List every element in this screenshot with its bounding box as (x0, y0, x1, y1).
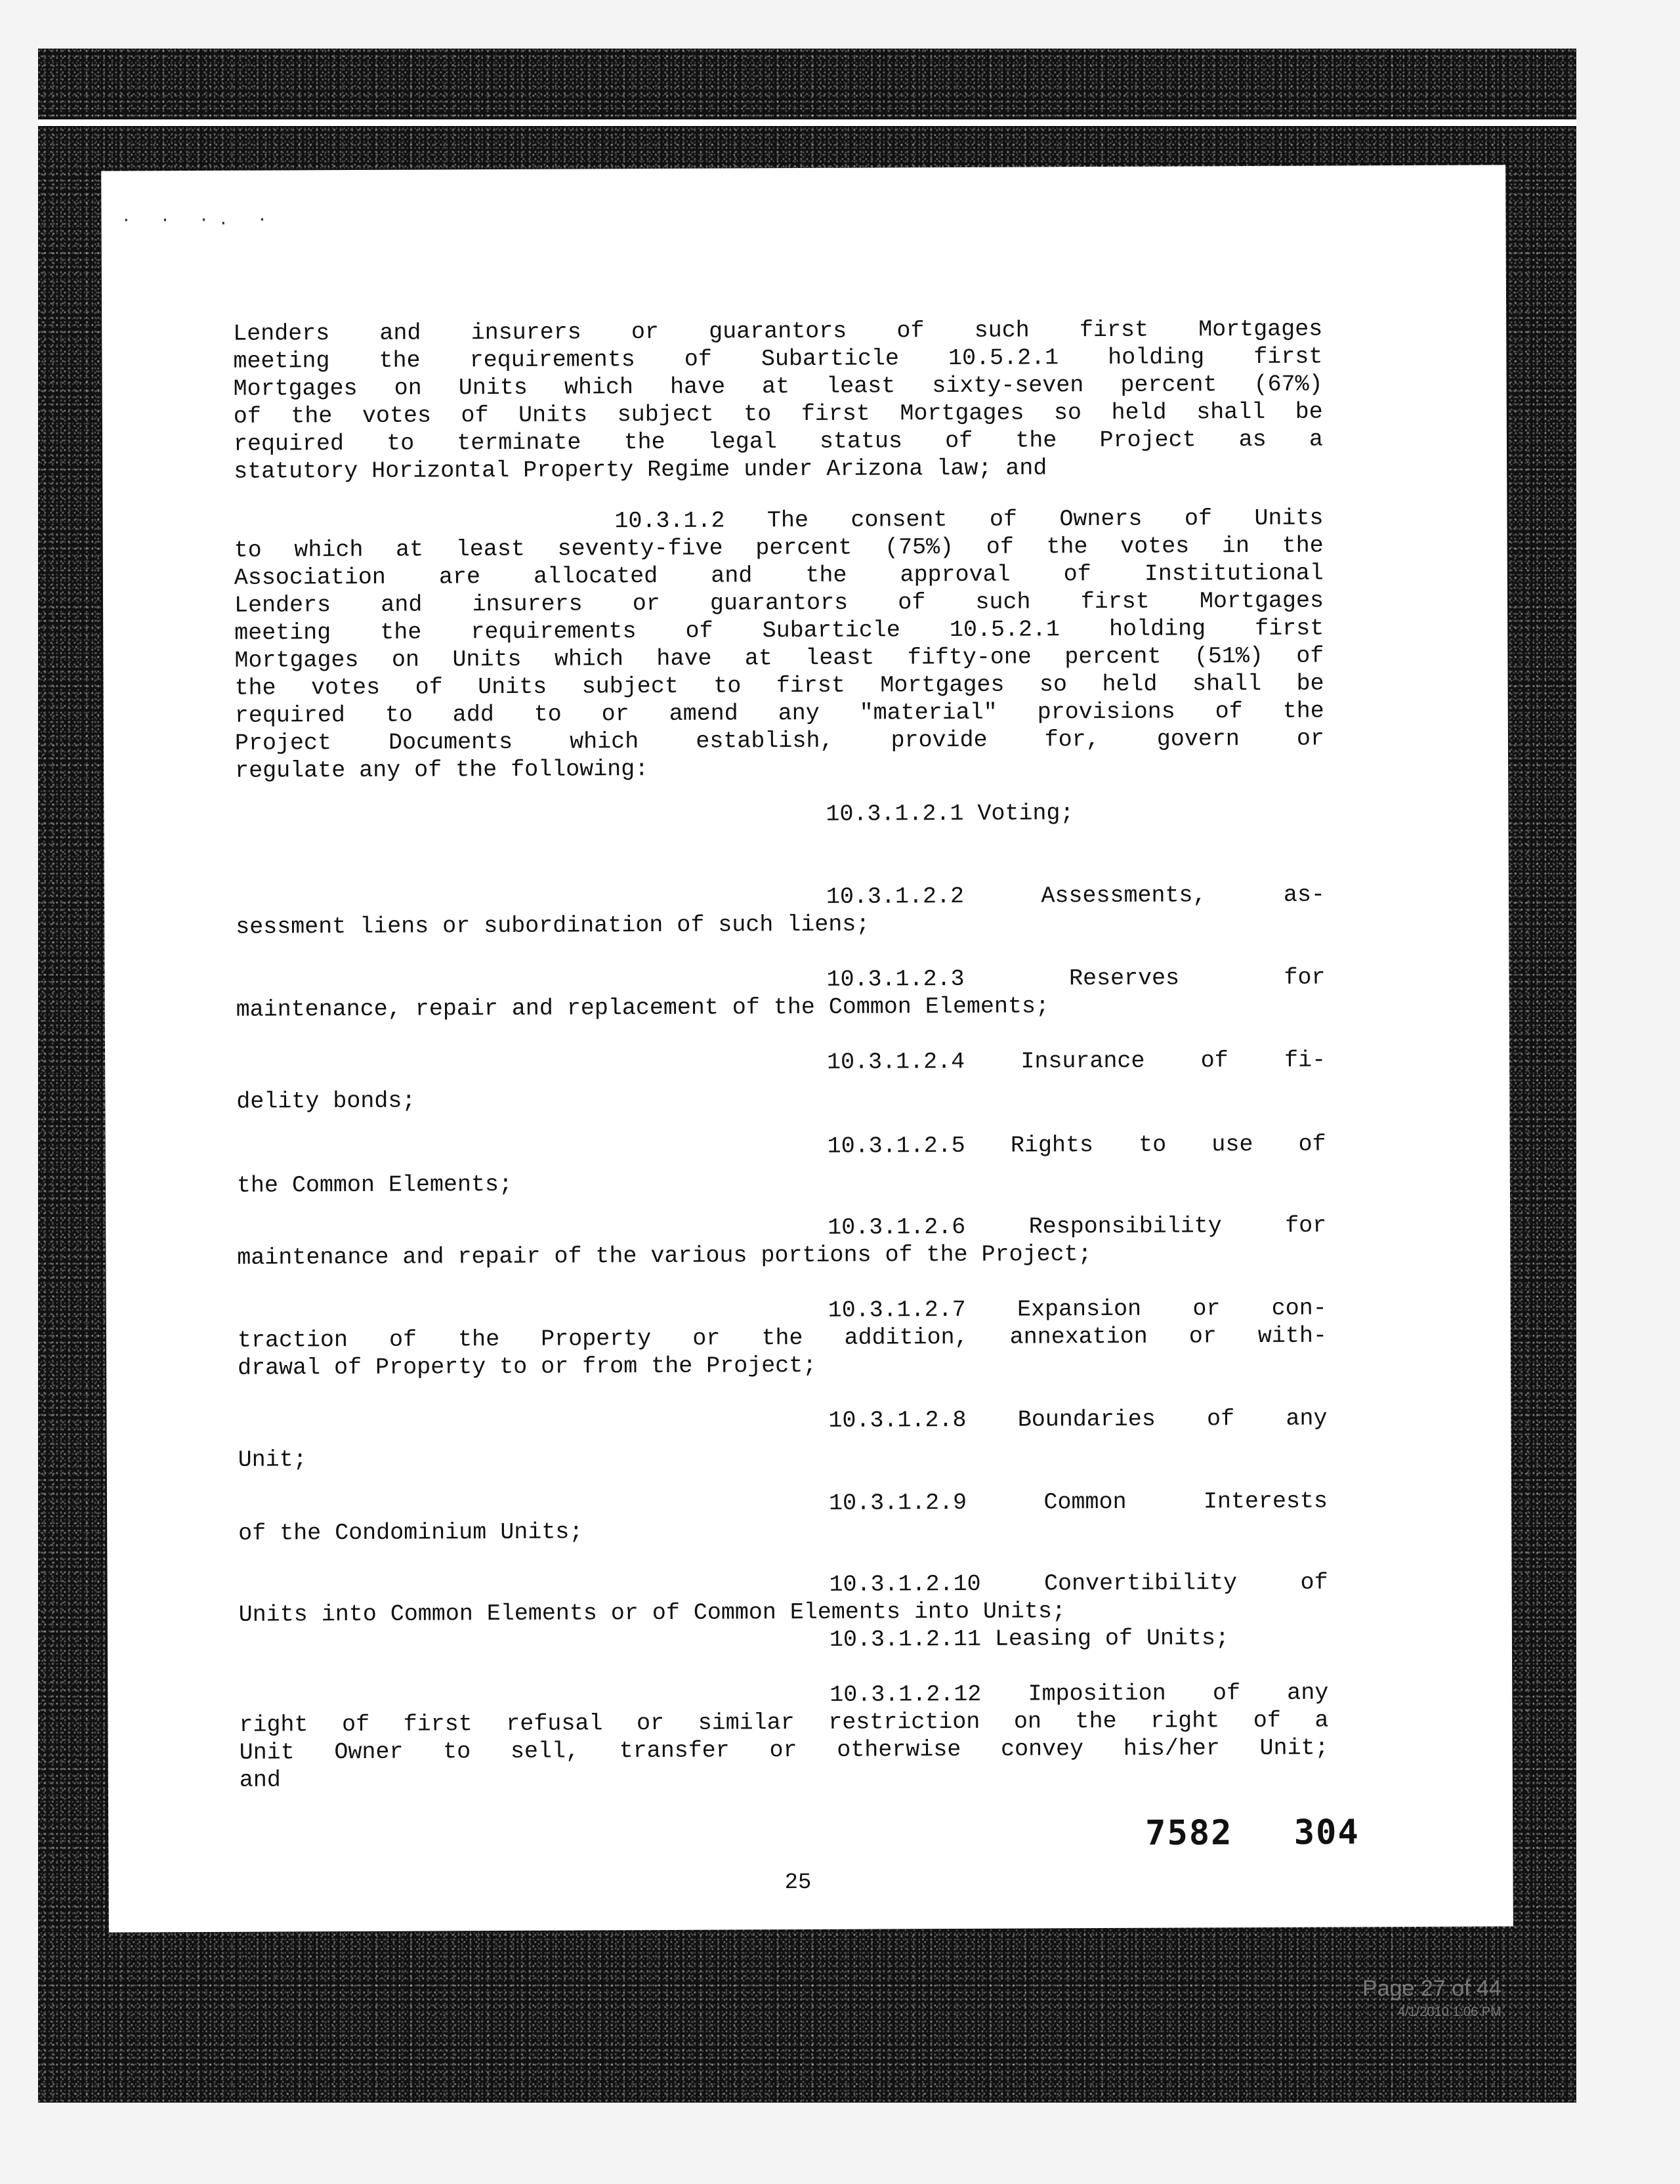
top-rule (38, 119, 1576, 126)
subsection-text: Units into Common Elements or of Common Elements into Units; (238, 1598, 1066, 1628)
subsection-item (237, 1212, 1326, 1272)
paragraph-line: Lenders and insurers or guarantors of such first Mortgages (233, 316, 1323, 347)
paragraph-line: meeting the requirements of Subarticle 10.5.2.1 holding first (233, 343, 1323, 375)
paragraph-line: Mortgages on Units which have at least fifty-one percent (51%) of (234, 642, 1324, 674)
subsection-text: sessment liens or subordination of such liens; (236, 911, 870, 940)
paragraph-line: to which at least seventy-five percent (75%) of the votes in the (234, 532, 1324, 564)
paragraph-line: Project Documents which establish, provide for, govern or (234, 725, 1325, 757)
subsection-item (238, 1488, 1328, 1547)
paragraph-line: required to terminate the legal status of the Project as a (233, 426, 1324, 457)
subsection-item (236, 964, 1325, 1024)
paragraph-line: of the votes of Units subject to first Mortgages so held shall be (233, 398, 1323, 430)
paragraph-1 (233, 316, 1323, 486)
subsection-item (239, 1624, 1328, 1656)
subsection-heading: 10.3.1.2.6 Responsibility for (828, 1212, 1327, 1241)
subsection-text: traction of the Property or the addition, annexation or with- (237, 1322, 1328, 1354)
subsection-heading: 10.3.1.2.11 Leasing of Units; (829, 1625, 1230, 1653)
page-number: 25 (784, 1870, 812, 1896)
subsection-item (238, 1569, 1328, 1629)
paragraph-line: the votes of Units subject to first Mortgages so held shall be (234, 670, 1324, 702)
subsection-heading: 10.3.1.2.7 Expansion or con- (828, 1295, 1327, 1324)
subsection-item (237, 1131, 1326, 1200)
page-stamp (1362, 1977, 1502, 2024)
subsection-heading: 10.3.1.2.5 Rights to use of (827, 1131, 1326, 1160)
subsection-heading: 10.3.1.2.10 Convertibility of (829, 1569, 1328, 1598)
section-heading: 10.3.1.2 The consent of Owners of Units (614, 505, 1324, 535)
paragraph-line: statutory Horizontal Property Regime under Arizona law; and (234, 455, 1047, 485)
subsection-heading: 10.3.1.2.2 Assessments, as- (826, 881, 1326, 910)
subsection-item (238, 1405, 1327, 1474)
subsection-item (235, 799, 1324, 831)
subsection-text: maintenance and repair of the various portions of the Project; (237, 1241, 1092, 1271)
paragraph-line: Association are allocated and the approval of Institutional (234, 560, 1324, 591)
subsection-heading: 10.3.1.2.4 Insurance of fi- (827, 1047, 1326, 1076)
subsection-text: Unit; (238, 1446, 307, 1473)
recording-number: 7582 304 (1145, 1813, 1360, 1853)
subsection-heading: 10.3.1.2.3 Reserves for (826, 964, 1326, 993)
subsection-heading: 10.3.1.2.1 Voting; (826, 800, 1074, 828)
subsection-item (236, 1047, 1326, 1116)
paragraph-line: meeting the requirements of Subarticle 10.5.2.1 holding first (234, 615, 1324, 646)
subsection-text: maintenance, repair and replacement of the Common Elements; (236, 993, 1050, 1023)
print-timestamp: 4/1/2010 1:06 PM (1397, 2005, 1502, 2019)
paragraph-line: Lenders and insurers or guarantors of such first Mortgages (234, 587, 1324, 619)
subsection-text: of the Condominium Units; (238, 1519, 583, 1547)
paragraph-line: Mortgages on Units which have at least sixty-seven percent (67%) (233, 371, 1323, 402)
subsection-item (239, 1679, 1329, 1794)
document-page (101, 165, 1513, 1932)
subsection-text: delity bonds; (236, 1087, 416, 1115)
subsection-item (236, 881, 1325, 941)
scan-specks: · · ·. · (121, 209, 277, 230)
subsection-text: drawal of Property to or from the Project; (238, 1352, 817, 1381)
paragraph-line: regulate any of the following: (235, 756, 649, 784)
paragraph-2 (234, 505, 1324, 785)
subsection-text: right of first refusal or similar restriction on the right of a (239, 1707, 1329, 1738)
subsection-heading: 10.3.1.2.12 Imposition of any (830, 1679, 1329, 1708)
subsection-text: the Common Elements; (236, 1171, 513, 1199)
subsection-heading: 10.3.1.2.9 Common Interests (828, 1488, 1328, 1517)
subsection-text: and (239, 1767, 281, 1794)
subsection-heading: 10.3.1.2.8 Boundaries of any (828, 1405, 1328, 1434)
page-count: Page 27 of 44 (1362, 1976, 1502, 2001)
subsection-text: Unit Owner to sell, transfer or otherwise convey his/her Unit; (239, 1734, 1329, 1766)
subsection-item (238, 1295, 1328, 1382)
paragraph-line: required to add to or amend any "material" provisions of the (234, 698, 1324, 729)
